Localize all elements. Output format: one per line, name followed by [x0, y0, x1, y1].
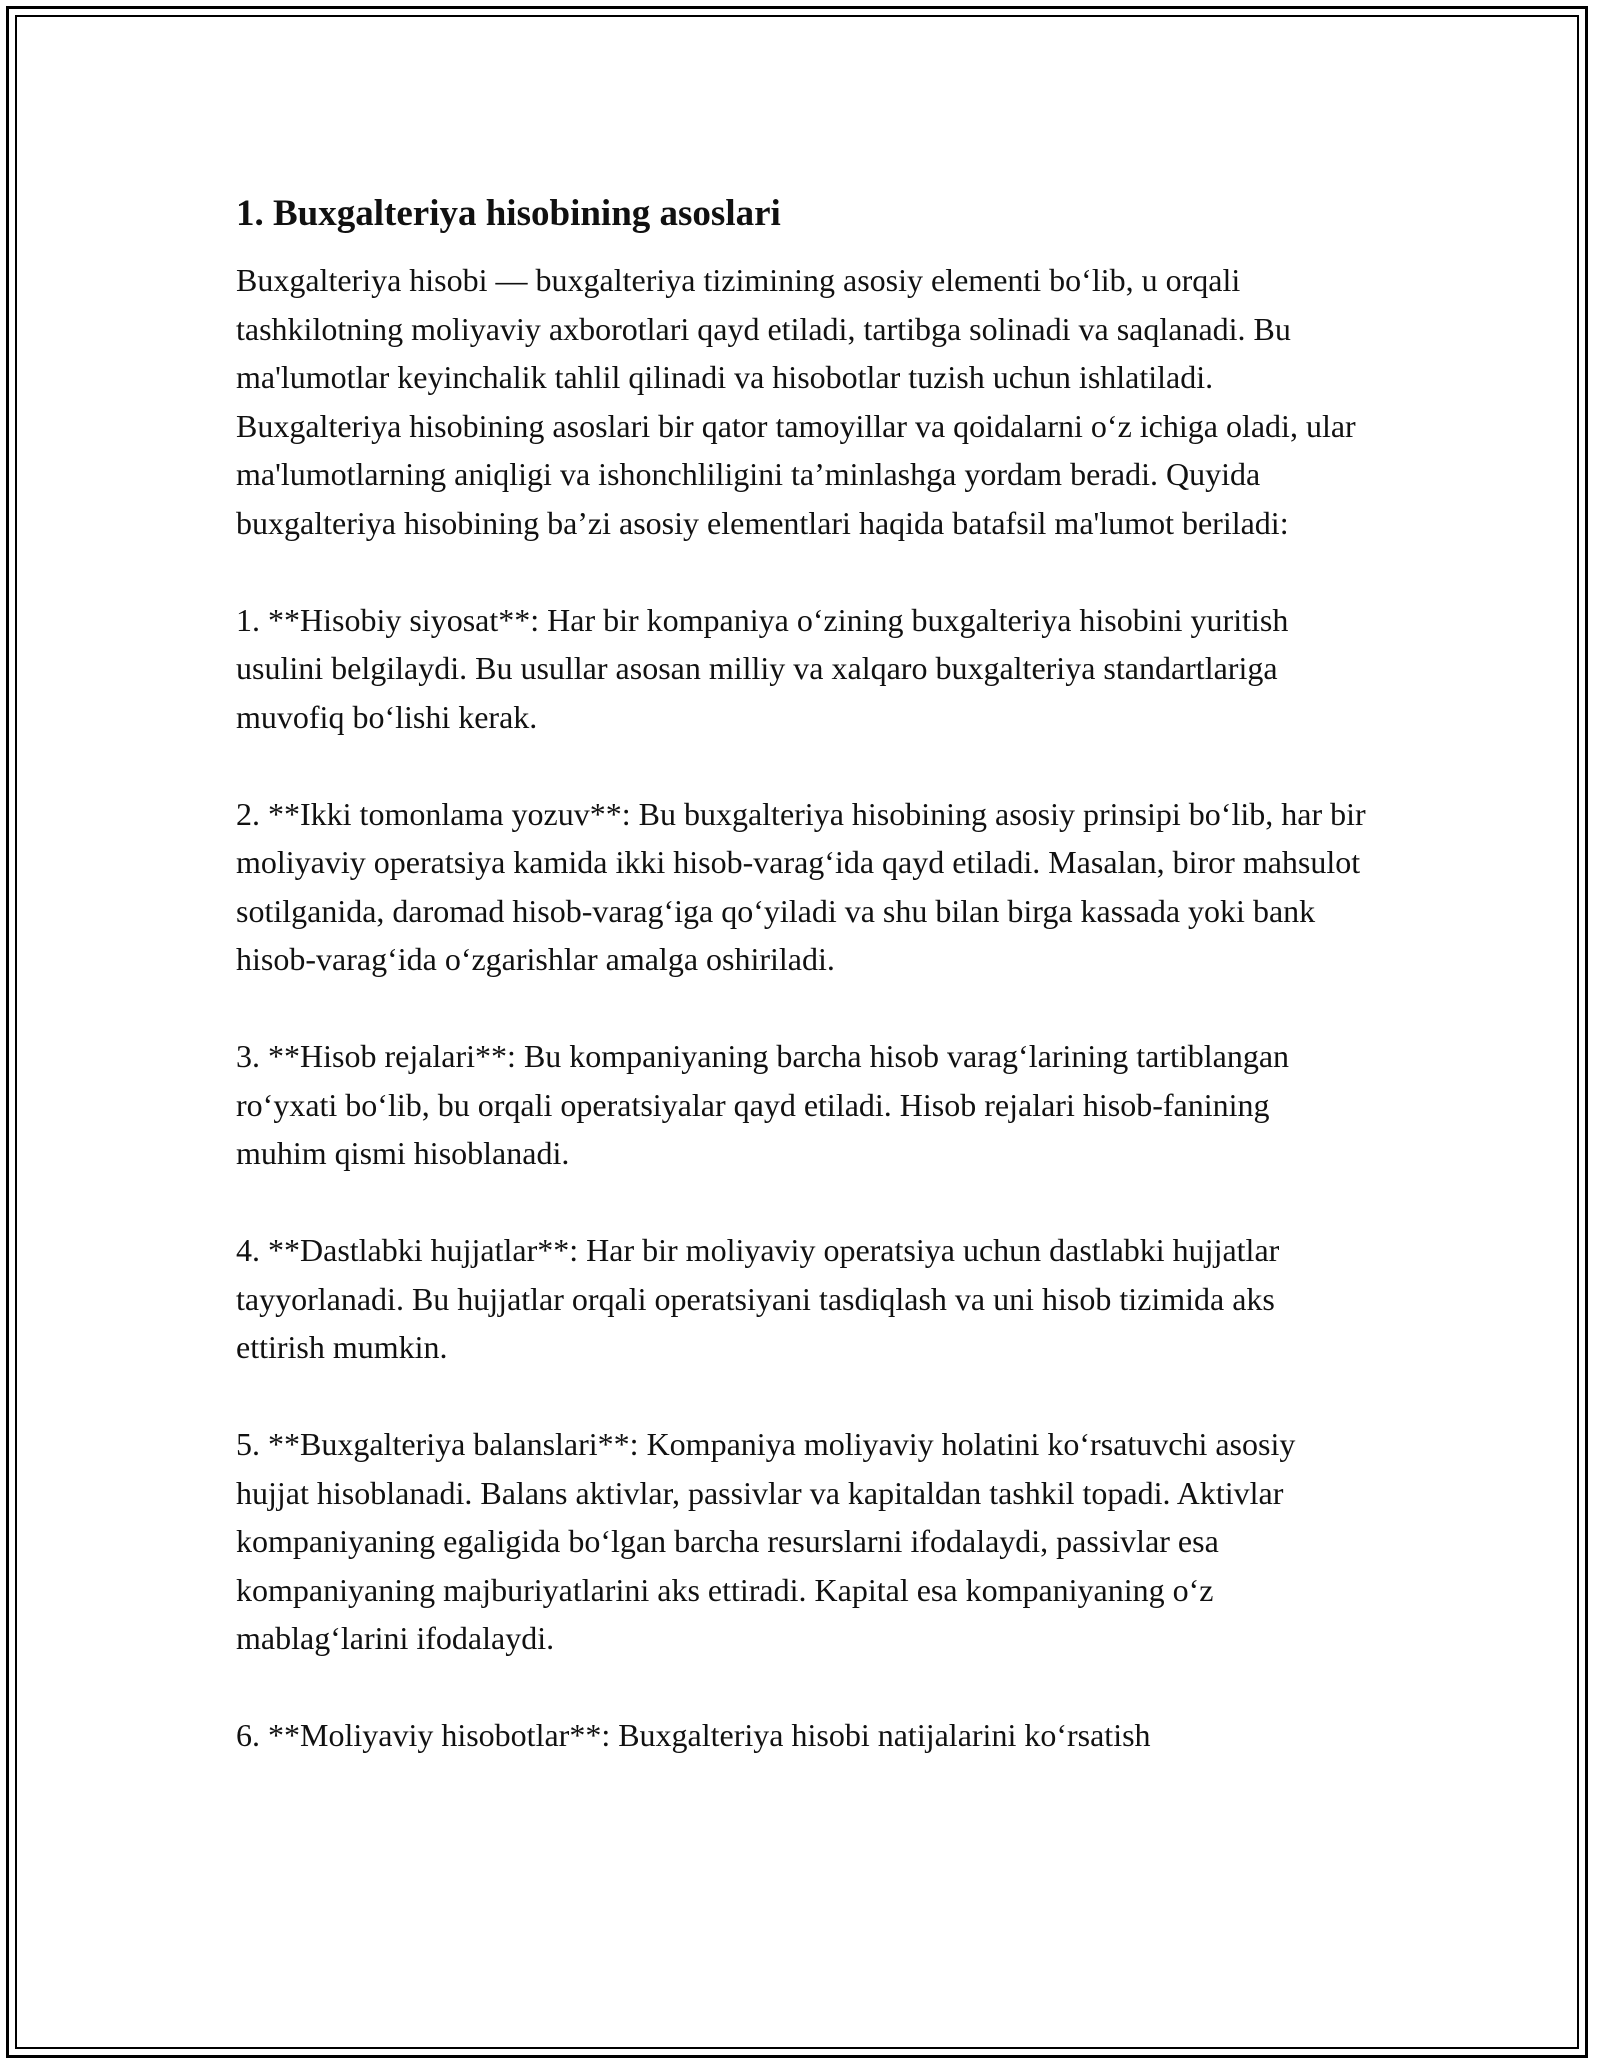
list-item-ikki-tomonlama-yozuv: 2. **Ikki tomonlama yozuv**: Bu buxgalteriya hisobining asosiy prinsipi bo‘lib, har bir moliyaviy operatsiya kamida ikki hisob-varag‘ida qayd etiladi. Masalan, biror mahsulot sotilganida, daromad hisob-varag‘iga qo‘yiladi va shu bilan birga kassada yoki bank hisob-varag‘ida o‘zgarishlar amalga oshiriladi. — [236, 795, 1366, 977]
section-heading: 1. Buxgalteriya hisobining asoslari — [236, 193, 781, 234]
list-item-dastlabki-hujjatlar: 4. **Dastlabki hujjatlar**: Har bir moliyaviy operatsiya uchun dastlabki hujjatlar tayyorlanadi. Bu hujjatlar orqali operatsiyani tasdiqlash va uni hisob tizimida aks ettirish mumkin. — [236, 1232, 1280, 1365]
list-item-moliyaviy-hisobotlar: 6. **Moliyaviy hisobotlar**: Buxgalteriya hisobi natijalarini ko‘rsatish — [236, 1717, 1151, 1753]
document-body — [236, 188, 1366, 1808]
list-item-hisob-rejalari: 3. **Hisob rejalari**: Bu kompaniyaning barcha hisob varag‘larining tartiblangan ro‘yxati bo‘lib, bu orqali operatsiyalar qayd etiladi. Hisob rejalari hisob-fanining muhim qismi hisoblanadi. — [236, 1038, 1290, 1171]
list-item-buxgalteriya-balanslari: 5. **Buxgalteriya balanslari**: Kompaniya moliyaviy holatini ko‘rsatuvchi asosiy hujjat hisoblanadi. Balans aktivlar, passivlar va kapitaldan tashkil topadi. Aktivlar kompaniyaning egaligida bo‘lgan barcha resurslarni ifodalaydi, passivlar esa kompaniyaning majburiyatlarini aks ettiradi. Kapital esa kompaniyaning o‘z mablag‘larini ifodalaydi. — [236, 1426, 1296, 1656]
intro-paragraph: Buxgalteriya hisobi — buxgalteriya tizimining asosiy elementi bo‘lib, u orqali tashkilotning moliyaviy axborotlari qayd etiladi, tartibga solinadi va saqlanadi. Bu ma'lumotlar keyinchalik tahlil qilinadi va hisobotlar tuzish uchun ishlatiladi. Buxgalteriya hisobining asoslari bir qator tamoyillar va qoidalarni o‘z ichiga oladi, ular ma'lumotlarning aniqligi va ishonchliligini ta’minlashga yordam beradi. Quyida buxgalteriya hisobining ba’zi asosiy elementlari haqida batafsil ma'lumot beriladi: — [236, 262, 1356, 541]
list-item-hisobiy-siyosat: 1. **Hisobiy siyosat**: Har bir kompaniya o‘zining buxgalteriya hisobini yuritish usulini belgilaydi. Bu usullar asosan milliy va xalqaro buxgalteriya standartlariga muvofiq bo‘lishi kerak. — [236, 601, 1289, 735]
